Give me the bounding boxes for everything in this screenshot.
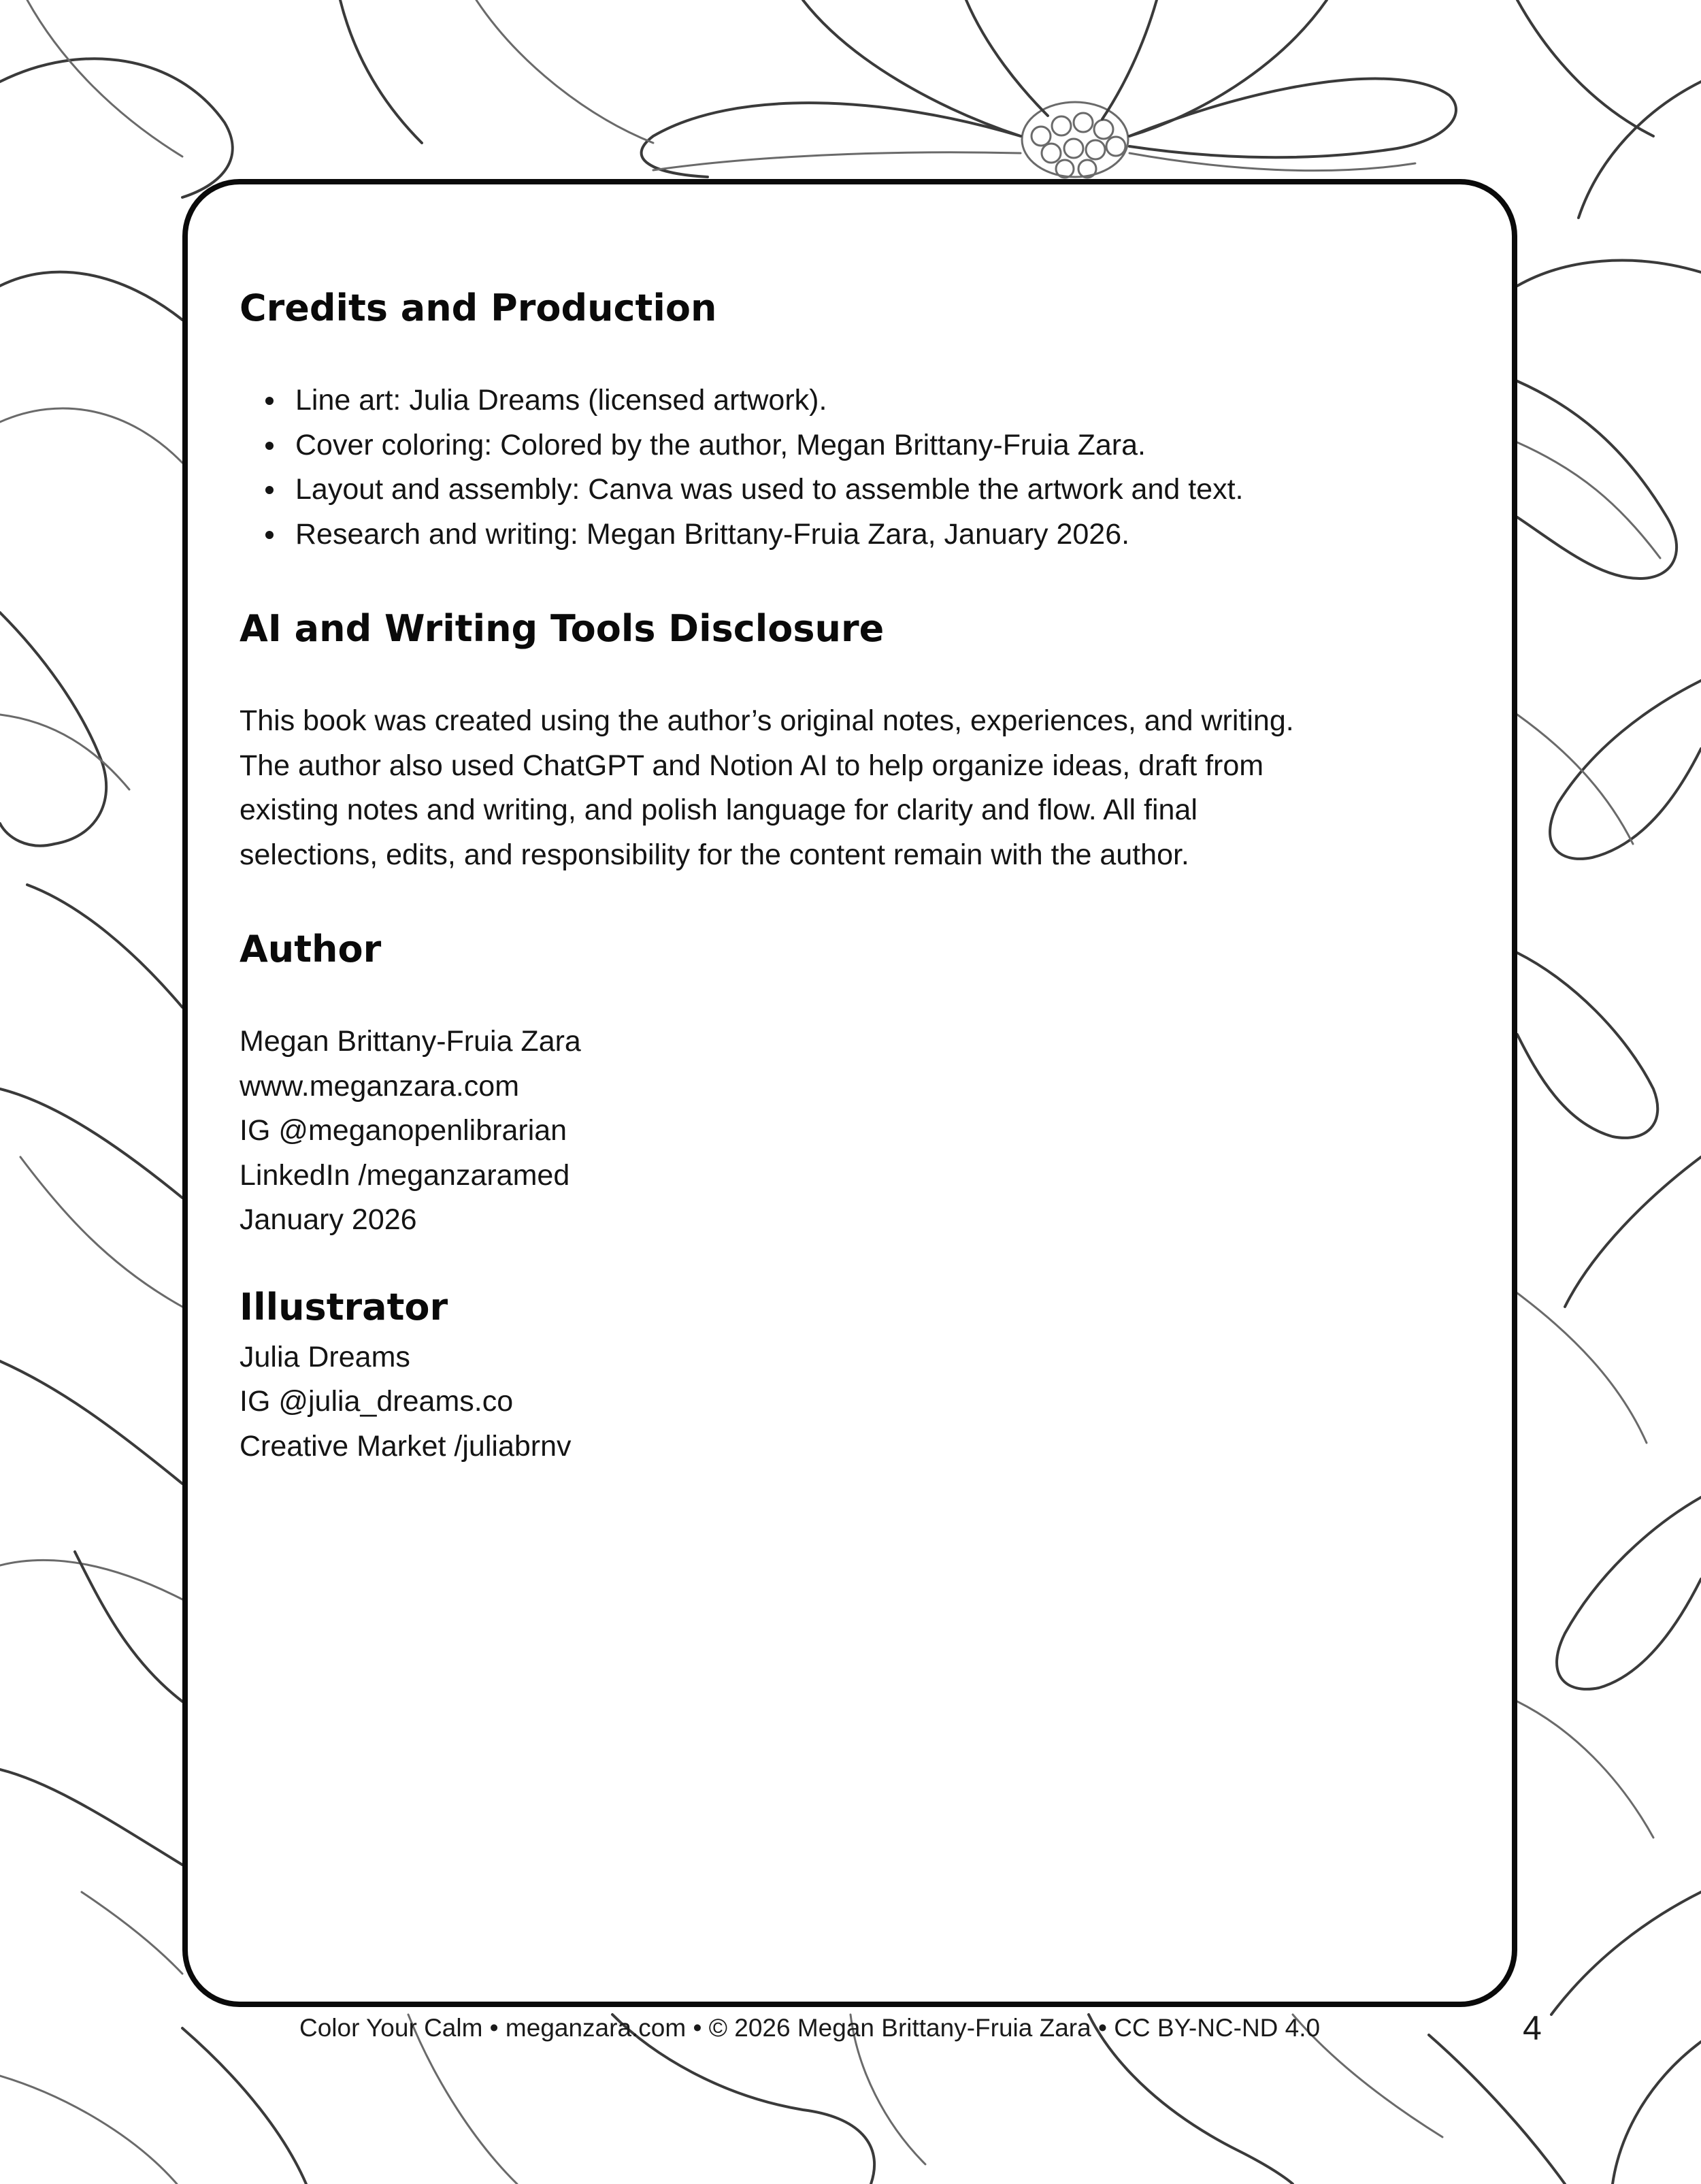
list-item: Cover coloring: Colored by the author, Megan Brittany-Fruia Zara.	[295, 423, 1437, 468]
ai-disclosure-section	[240, 606, 1437, 877]
paragraph-line: The author also used ChatGPT and Notion AI to help organize ideas, draft from	[240, 749, 1264, 782]
page-content	[240, 286, 1437, 1469]
author-date: January 2026	[240, 1203, 417, 1236]
author-heading: Author	[240, 928, 382, 971]
credits-list	[240, 378, 1437, 557]
ai-disclosure-paragraph	[240, 699, 1437, 877]
author-instagram: IG @meganopenlibrarian	[240, 1114, 567, 1147]
ai-disclosure-heading: AI and Writing Tools Disclosure	[240, 607, 885, 650]
author-website: www.meganzara.com	[240, 1069, 520, 1103]
illustrator-instagram: IG @julia_dreams.co	[240, 1385, 514, 1418]
illustrator-creative-market: Creative Market /juliabrnv	[240, 1429, 572, 1463]
list-item: Layout and assembly: Canva was used to assemble the artwork and text.	[295, 468, 1437, 512]
author-linkedin: LinkedIn /meganzaramed	[240, 1158, 570, 1192]
paragraph-line: selections, edits, and responsibility for the content remain with the author.	[240, 838, 1189, 871]
footer-text: Color Your Calm • meganzara.com • © 2026 Megan Brittany-Fruia Zara • CC BY-NC-ND 4.0	[299, 2014, 1321, 2042]
paragraph-line: This book was created using the author’s original notes, experiences, and writing.	[240, 704, 1294, 737]
illustrator-name: Julia Dreams	[240, 1340, 410, 1373]
flower-center-top	[1022, 102, 1128, 178]
list-item: Line art: Julia Dreams (licensed artwork).	[295, 378, 1437, 423]
credits-heading: Credits and Production	[240, 287, 717, 329]
credits-section	[240, 286, 1437, 557]
illustrator-section	[240, 1285, 1437, 1469]
paragraph-line: existing notes and writing, and polish language for clarity and flow. All final	[240, 794, 1198, 826]
illustrator-heading: Illustrator	[240, 1285, 448, 1329]
author-section	[240, 927, 1437, 1243]
author-name: Megan Brittany-Fruia Zara	[240, 1025, 581, 1058]
list-item: Research and writing: Megan Brittany-Fruia Zara, January 2026.	[295, 512, 1437, 557]
page-number: 4	[1523, 2009, 1542, 2047]
